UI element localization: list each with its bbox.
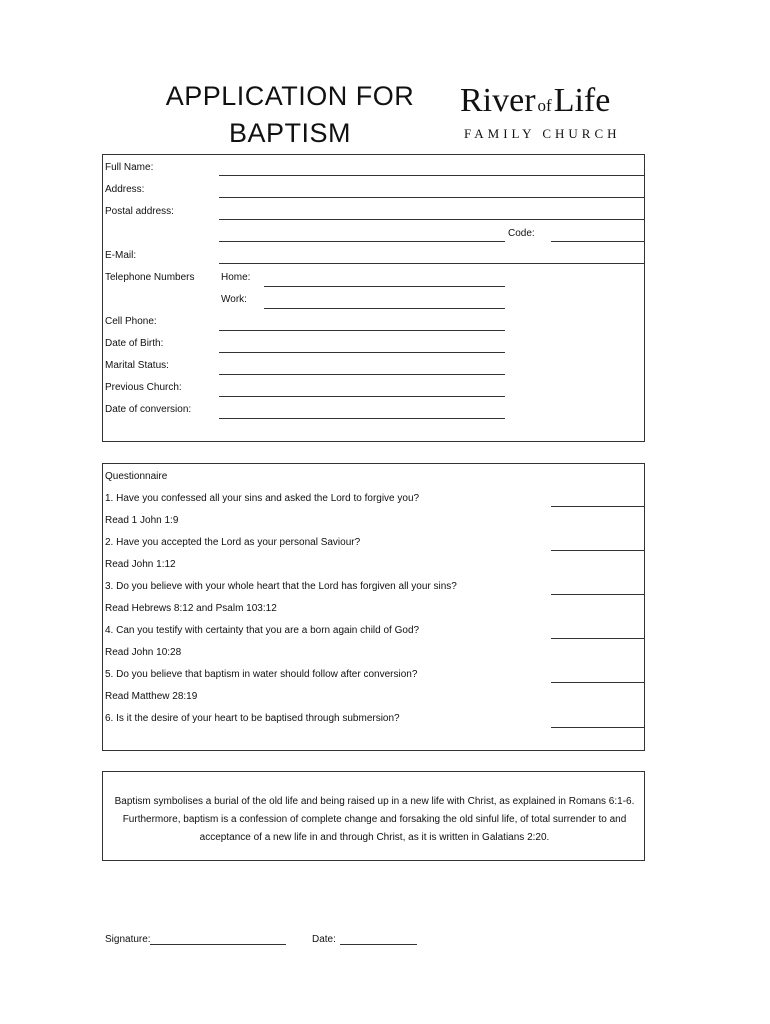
- email-label: E-Mail:: [105, 250, 137, 261]
- marital-status-label: Marital Status:: [105, 360, 169, 371]
- answer-3-field[interactable]: [551, 594, 644, 595]
- church-logo: [458, 82, 638, 146]
- question-2: 2. Have you accepted the Lord as your personal Saviour?: [105, 537, 361, 548]
- postal-code-field[interactable]: [551, 241, 644, 242]
- scripture-5: Read Matthew 28:19: [105, 691, 198, 702]
- answer-1-field[interactable]: [551, 506, 644, 507]
- answer-6-field[interactable]: [551, 727, 644, 728]
- previous-church-label: Previous Church:: [105, 382, 182, 393]
- postal-address-label: Postal address:: [105, 206, 174, 217]
- cell-phone-field[interactable]: [219, 330, 505, 331]
- address-label: Address:: [105, 184, 145, 195]
- logo-subtitle: FAMILY CHURCH: [464, 126, 621, 141]
- full-name-field[interactable]: [219, 175, 644, 176]
- question-5: 5. Do you believe that baptism in water should follow after conversion?: [105, 669, 418, 680]
- scripture-4: Read John 10:28: [105, 647, 182, 658]
- date-field[interactable]: [340, 944, 417, 945]
- full-name-label: Full Name:: [105, 162, 154, 173]
- scripture-3: Read Hebrews 8:12 and Psalm 103:12: [105, 603, 277, 614]
- home-phone-label: Home:: [221, 272, 251, 283]
- previous-church-field[interactable]: [219, 396, 505, 397]
- logo-river: River: [460, 82, 536, 119]
- answer-2-field[interactable]: [551, 550, 644, 551]
- logo-of: of: [537, 96, 552, 115]
- question-4: 4. Can you testify with certainty that you are a born again child of God?: [105, 625, 420, 636]
- question-1: 1. Have you confessed all your sins and asked the Lord to forgive you?: [105, 493, 420, 504]
- signature-field[interactable]: [150, 944, 286, 945]
- page-title: [140, 78, 440, 152]
- address-field[interactable]: [219, 197, 644, 198]
- cell-phone-label: Cell Phone:: [105, 316, 157, 327]
- email-field[interactable]: [219, 263, 644, 264]
- code-label: Code:: [508, 228, 535, 239]
- answer-5-field[interactable]: [551, 682, 644, 683]
- scripture-2: Read John 1:12: [105, 559, 176, 570]
- scripture-1: Read 1 John 1:9: [105, 515, 179, 526]
- question-6: 6. Is it the desire of your heart to be baptised through submersion?: [105, 713, 400, 724]
- title-line-2: BAPTISM: [228, 118, 352, 148]
- date-of-birth-label: Date of Birth:: [105, 338, 164, 349]
- signature-label: Signature:: [105, 934, 151, 945]
- postal-address-field[interactable]: [219, 219, 644, 220]
- question-3: 3. Do you believe with your whole heart that the Lord has forgiven all your sins?: [105, 581, 457, 592]
- telephone-label: Telephone Numbers: [105, 272, 195, 283]
- logo-wordmark: [460, 82, 610, 120]
- date-of-conversion-field[interactable]: [219, 418, 505, 419]
- date-label: Date:: [312, 934, 336, 945]
- date-of-conversion-label: Date of conversion:: [105, 404, 192, 415]
- title-line-1: APPLICATION FOR: [165, 81, 415, 111]
- postal-address-field-2[interactable]: [219, 241, 505, 242]
- baptism-explanation-text: Baptism symbolises a burial of the old life and being raised up in a new life with Christ, as explained in Romans 6:1-6. Furthermore, baptism is a confession of complete change and forsaking the old sinful life, of total surrender to and acceptance of a new life in and through Christ, as it is written in Galatians 2:20.: [114, 796, 635, 843]
- work-phone-field[interactable]: [264, 308, 505, 309]
- home-phone-field[interactable]: [264, 286, 505, 287]
- answer-4-field[interactable]: [551, 638, 644, 639]
- marital-status-field[interactable]: [219, 374, 505, 375]
- questionnaire-heading: Questionnaire: [105, 471, 168, 482]
- work-phone-label: Work:: [221, 294, 247, 305]
- logo-life: Life: [553, 82, 611, 119]
- date-of-birth-field[interactable]: [219, 352, 505, 353]
